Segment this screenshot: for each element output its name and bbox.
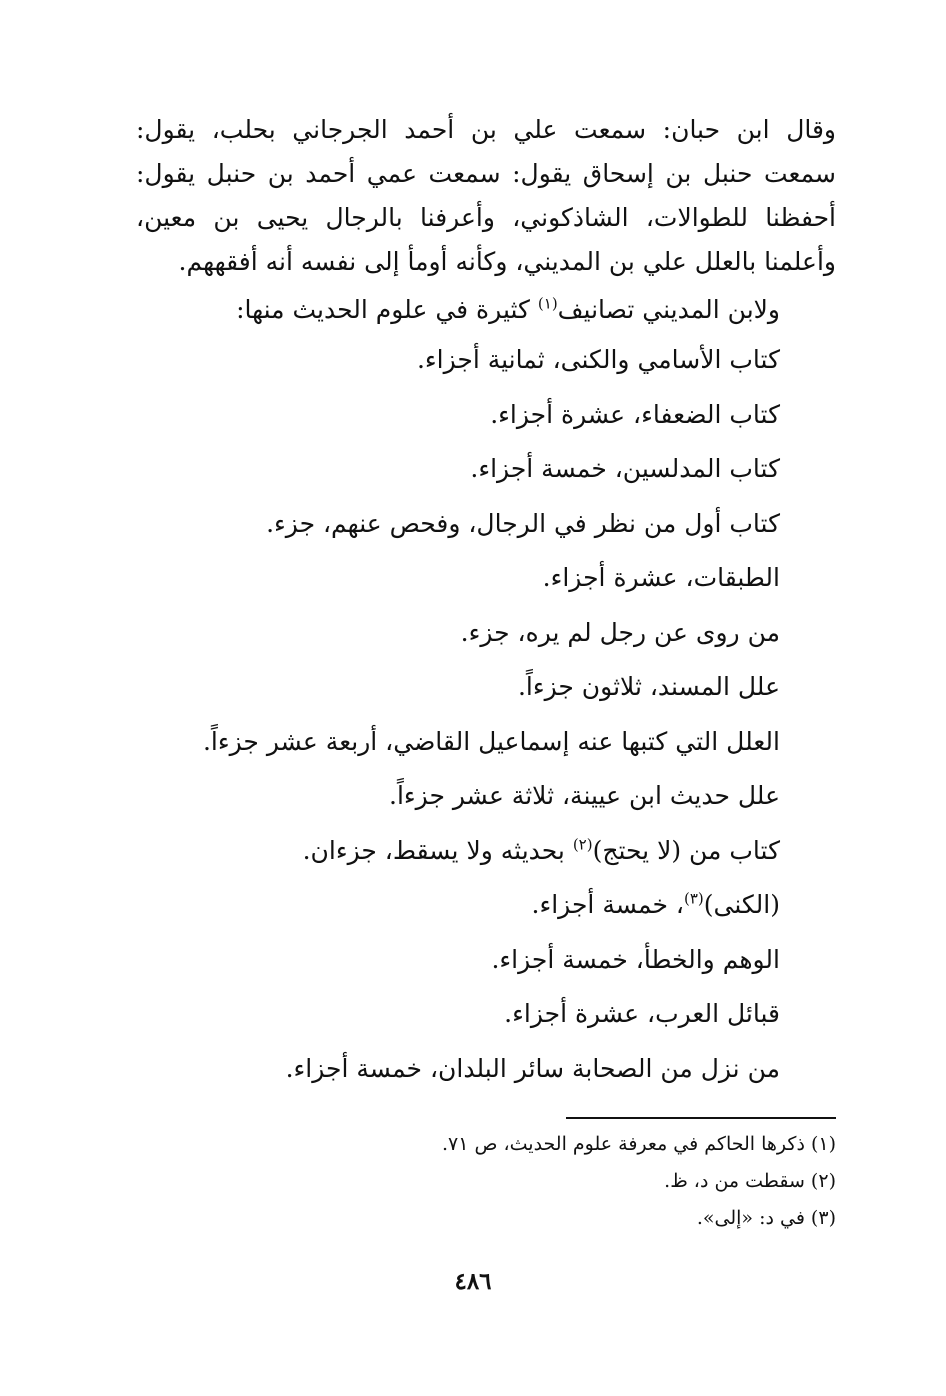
work-item: قبائل العرب، عشرة أجزاء.: [504, 999, 780, 1028]
work-item-text: كتاب من (لا يحتج): [592, 835, 780, 865]
work-item: علل حديث ابن عيينة، ثلاثة عشر جزءاً.: [389, 781, 780, 810]
work-item: كتاب الأسامي والكنى، ثمانية أجزاء.: [416, 345, 780, 374]
work-item: علل المسند، ثلاثون جزءاً.: [517, 672, 780, 701]
work-item-with-note: [160, 831, 780, 886]
footnotes-list: [136, 1127, 836, 1238]
works-intro-text-cont: كثيرة في علوم الحديث منها:: [236, 295, 538, 324]
work-item: الطبقات، عشرة أجزاء.: [542, 563, 780, 592]
footnote-divider: [566, 1117, 836, 1119]
works-intro-text: ولابن المديني تصانيف: [557, 295, 780, 324]
works-list: [160, 290, 780, 1103]
work-item: العلل التي كتبها عنه إسماعيل القاضي، أربعة عشر جزءاً.: [202, 726, 780, 756]
work-item-text-cont: ، خمسة أجزاء.: [531, 890, 684, 919]
work-item: الوهم والخطأ، خمسة أجزاء.: [491, 944, 780, 974]
work-item-with-note: [160, 885, 780, 940]
footnote-ref-3[interactable]: (٣): [683, 889, 704, 908]
work-item-text: (الكنى): [703, 890, 780, 919]
works-intro-line: [160, 290, 780, 340]
work-item: كتاب الضعفاء، عشرة أجزاء.: [490, 399, 780, 429]
intro-paragraph: وقال ابن حبان: سمعت علي بن أحمد الجرجاني بحلب، يقول: سمعت حنبل بن إسحاق يقول: سمعت عمي أحمد بن حنبل يقول: أحفظنا للطوالات، الشاذكوني، وأعرفنا بالرجال يحيى بن معين، وأعلمنا بالعلل علي بن المديني، وكأنه أومأ إلى نفسه أنه أفقههم.: [136, 115, 836, 276]
work-item: كتاب أول من نظر في الرجال، وفحص عنهم، جزء.: [266, 508, 780, 538]
footnote-3: (٣) في د: «إلى».: [696, 1207, 836, 1229]
work-item: من روى عن رجل لم يره، جزء.: [460, 617, 780, 647]
footnote-1: (١) ذكرها الحاكم في معرفة علوم الحديث، ص ٧١.: [441, 1133, 836, 1155]
work-item: من نزل من الصحابة سائر البلدان، خمسة أجزاء.: [285, 1053, 780, 1083]
work-item-text-cont: بحديثه ولا يسقط، جزءان.: [302, 835, 573, 865]
work-item: كتاب المدلسين، خمسة أجزاء.: [470, 454, 780, 483]
footnote-ref-2[interactable]: (٢): [572, 835, 593, 854]
page-number: ٤٨٦: [454, 1268, 492, 1295]
footnote-2: (٢) سقطت من د، ظ.: [664, 1170, 836, 1192]
footnote-ref-1[interactable]: (١): [537, 294, 558, 313]
